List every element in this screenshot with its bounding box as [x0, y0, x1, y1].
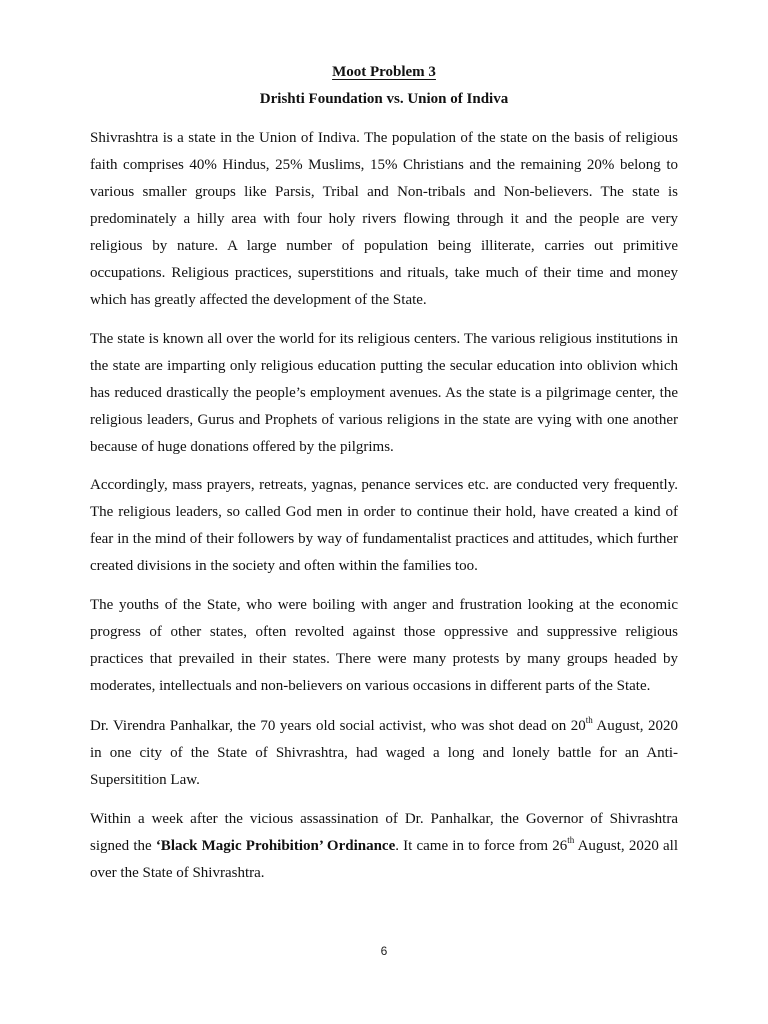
paragraph-5-text-start: Dr. Virendra Panhalkar, the 70 years old social activist, who was shot dead on 20 — [90, 718, 586, 734]
paragraph-3: Accordingly, mass prayers, retreats, yagnas, penance services etc. are conducted very frequently. The religious leaders, so called God men in order to continue their hold, have created a kind of fear in the mind of their followers by way of fundamentalist practices and attitudes, which further created divisions in the society and often within the families too. — [90, 477, 678, 574]
paragraph-5-ordinal-suffix: th — [585, 715, 593, 725]
paragraph-1: Shivrashtra is a state in the Union of Indiva. The population of the state on the basis of religious faith comprises 40% Hindus, 25% Muslims, 15% Christians and the remaining 20% belong to various smaller groups like Parsis, Tribal and Non-tribals and Non-believers. The state is predominately a hilly area with four holy rivers flowing through it and the people are very religious by nature. A large number of population being illiterate, carries out primitive occupations. Religious practices, superstitions and rituals, take much of their time and money which has greatly affected the development of the State. — [90, 130, 678, 308]
ordinance-name: ‘Black Magic Prohibition’ Ordinance — [155, 838, 396, 854]
paragraph-6-text-start: Within a week after the vicious assassination of Dr. Panhalkar, the Governor of Shivrashtra signed the — [90, 811, 678, 854]
paragraph-6-ordinal-suffix: th — [567, 835, 575, 845]
paragraph-2: The state is known all over the world for its religious centers. The various religious institutions in the state are imparting only religious education putting the secular education into oblivion which has reduced drastically the people’s employment avenues. As the state is a pilgrimage center, the religious leaders, Gurus and Prophets of various religions in the state are vying with one another because of huge donations offered by the pilgrims. — [90, 331, 678, 455]
paragraph-4: The youths of the State, who were boiling with anger and frustration looking at the economic progress of other states, often revolted against those oppressive and suppressive religious practices that prevailed in their states. There were many protests by many groups headed by moderates, intellectuals and non-believers on various occasions in different parts of the State. — [90, 597, 678, 694]
document-subtitle: Drishti Foundation vs. Union of Indiva — [259, 91, 509, 107]
paragraph-6-text-middle: . It came in to force from 26 — [395, 838, 568, 854]
document-title — [0, 62, 768, 82]
page-number: 6 — [380, 944, 388, 958]
paragraph-6 — [90, 806, 678, 887]
paragraph-6-text-end: August, 2020 all over the State of Shivrashtra. — [90, 838, 678, 881]
paragraph-5-text-end: August, 2020 in one city of the State of Shivrashtra, had waged a long and lonely battle for an Anti-Supersitition Law. — [90, 718, 678, 788]
paragraph-5 — [90, 713, 678, 794]
document-title-text: Moot Problem 3 — [332, 64, 436, 80]
